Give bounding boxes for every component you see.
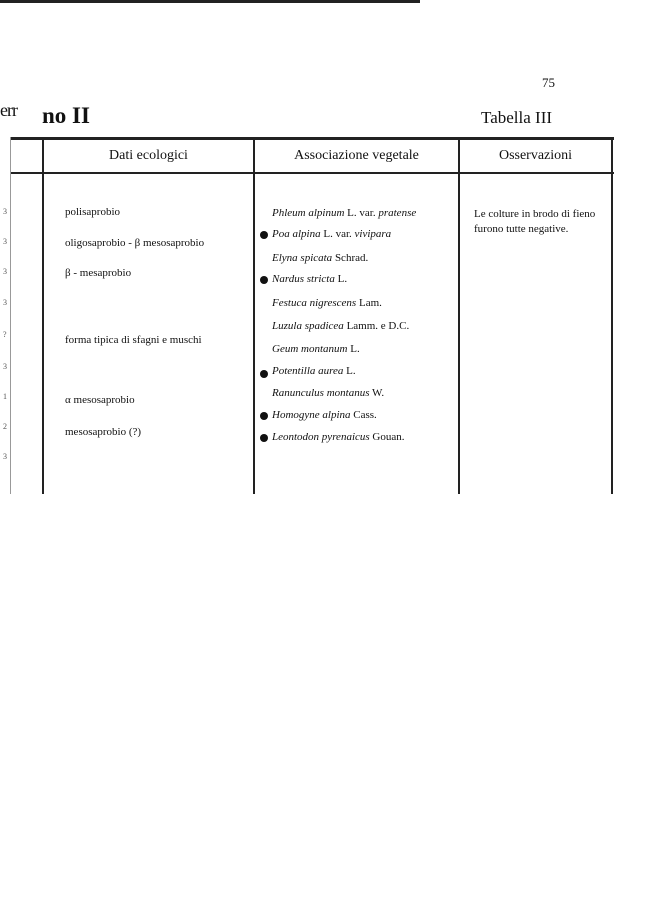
bullet-dot — [260, 412, 268, 420]
species-author: Lam. — [358, 297, 382, 309]
margin-fragment: 3 — [3, 298, 7, 307]
table-label: Tabella III — [481, 108, 553, 127]
species-name: Leontodon pyrenaicus — [272, 431, 370, 443]
species-row — [272, 365, 356, 377]
margin-fragment: 3 — [3, 362, 7, 371]
ecological-entry: forma tipica di sfagni e muschi — [65, 334, 202, 346]
species-row — [272, 343, 360, 355]
species-name: Potentilla aurea — [272, 365, 344, 377]
species-author: L. var. — [347, 207, 376, 219]
table-top-border — [10, 137, 614, 140]
ecological-entry: β - mesaprobio — [65, 267, 132, 279]
species-author: L. — [346, 365, 356, 377]
species-author: L. — [337, 273, 348, 285]
margin-fragment: 3 — [3, 452, 7, 461]
species-row — [272, 409, 377, 421]
margin-rule — [10, 137, 11, 494]
species-author: L. — [350, 343, 360, 355]
margin-fragment: ? — [3, 330, 7, 339]
species-row — [272, 273, 347, 285]
header-osservazioni: Osservazioni — [498, 148, 573, 163]
left-edge-fragment: err — [0, 100, 17, 120]
ecological-entry: mesosaprobio (?) — [65, 426, 142, 438]
ecological-entry: α mesosaprobio — [65, 394, 135, 406]
species-author: Lamm. e D.C. — [346, 320, 410, 332]
bullet-dot — [260, 434, 268, 442]
species-author: Cass. — [353, 409, 377, 421]
species-row — [272, 207, 416, 219]
species-name: Nardus stricta — [272, 273, 335, 285]
ecological-entry: oligosaprobio - β mesosaprobio — [65, 237, 205, 249]
species-name: Elyna spicata — [272, 252, 333, 264]
margin-fragment: 3 — [3, 207, 7, 216]
species-author: L. var. — [323, 228, 352, 240]
margin-fragment: 3 — [3, 237, 7, 246]
species-row — [272, 297, 382, 309]
species-name: Ranunculus montanus — [272, 387, 370, 399]
species-row — [272, 320, 409, 332]
column-divider-left — [42, 137, 44, 494]
species-author: Gouan. — [372, 431, 405, 443]
margin-fragment: 2 — [3, 422, 7, 431]
column-divider-1 — [253, 137, 255, 494]
top-rule — [0, 0, 420, 3]
species-name: Festuca nigrescens — [272, 297, 357, 309]
ecological-entry: polisaprobio — [65, 206, 120, 218]
header-associazione-vegetale: Associazione vegetale — [294, 148, 419, 163]
species-row — [272, 387, 384, 399]
margin-fragment: 3 — [3, 267, 7, 276]
bullet-dot — [260, 276, 268, 284]
bullet-dot — [260, 370, 268, 378]
margin-fragment: 1 — [3, 392, 7, 401]
species-name: Poa alpina — [272, 228, 321, 240]
species-variety: pratense — [378, 207, 417, 219]
species-row — [272, 252, 368, 264]
species-author: Schrad. — [334, 252, 369, 264]
header-bottom-border — [10, 172, 614, 174]
header-dati-ecologici: Dati ecologici — [109, 148, 188, 163]
column-divider-2 — [458, 137, 460, 494]
bullet-dot — [260, 231, 268, 239]
species-variety: vivipara — [354, 228, 392, 240]
species-author: W. — [372, 387, 385, 399]
species-name: Phleum alpinum — [272, 207, 345, 219]
page-number: 75 — [542, 75, 555, 90]
species-name: Luzula spadicea — [272, 320, 344, 332]
species-name: Geum montanum — [272, 343, 348, 355]
observations-text: Le colture in brodo di fieno furono tutte negative. — [474, 208, 596, 235]
species-row — [272, 431, 405, 443]
column-divider-right — [611, 137, 613, 494]
species-name: Homogyne alpina — [272, 409, 351, 421]
page-heading: no II — [42, 103, 90, 128]
species-row — [272, 228, 391, 240]
